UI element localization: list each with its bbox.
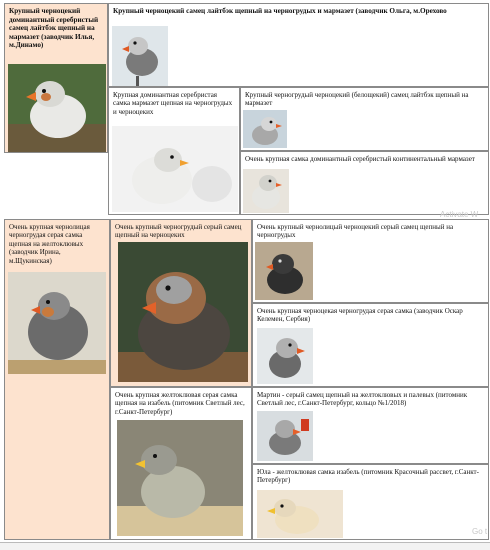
caption: Очень крупная чернолицая черногрудая серая самка щепная на желтоклювых (заводчик Ирина, м.Щукинская) <box>9 223 90 265</box>
caption: Очень крупный черногрудый серый самец щепный на черноцеких <box>115 223 242 240</box>
watermark-goto: Go t <box>472 527 488 536</box>
bottom-cell-6 <box>252 387 489 464</box>
top-cell-2 <box>108 3 489 87</box>
caption: Очень крупная желтоклювая серая самка щепная на изабель (питомник Светлый лес, г.Санкт-Петербург) <box>115 391 245 416</box>
caption: Очень крупная самка доминантный серебристый континентальный мармазет <box>245 155 475 163</box>
bottom-cell-3 <box>252 219 489 303</box>
caption: Юла - желтоклювая самка изабель (питомник Красочный рассвет, г.Санкт-Петербург) <box>257 468 479 485</box>
bird-photo <box>8 64 106 152</box>
watermark-activate: Activate W <box>440 210 479 219</box>
bird-photo <box>8 272 106 374</box>
bird-photo <box>243 169 289 213</box>
bird-photo <box>255 242 313 300</box>
bird-photo <box>257 411 313 461</box>
caption: Крупный черноцекий самец лайтбэк щепный на черногрудых и мармазет (заводчик Ольга, м.Орехово <box>113 7 447 15</box>
top-cell-5 <box>240 151 489 215</box>
bird-photo <box>117 420 243 536</box>
caption: Крупный черногрудый черноцекий (белощекий) самец лайтбэк щепный на мармазет <box>245 91 469 108</box>
bird-photo <box>243 110 287 148</box>
caption: Крупный черноцекий доминантный серебристый самец лайтбэк щепный на мармазет (заводчик Илья, м.Динамо) <box>9 7 99 50</box>
caption: Очень крупная черноцекая черногрудая серая самка (заводчик Оскар Келемен, Сербия) <box>257 307 463 324</box>
caption: Очень крупный чернолицый черноцекий серый самец щепный на черногрудых <box>257 223 454 240</box>
bottom-cell-5 <box>110 387 252 540</box>
caption: Мартин - серый самец щепный на желтоклювых и палевых (питомник Светлый лес, г.Санкт-Петербург, кольцо №1/2018) <box>257 391 468 408</box>
bottom-cell-4 <box>252 303 489 387</box>
bottom-cell-1 <box>4 219 110 540</box>
top-cell-3 <box>108 87 240 215</box>
caption: Крупная доминантная серебристая самка мармазет щепная на черногрудых и черноцеких <box>113 91 233 116</box>
bird-photo <box>112 26 168 86</box>
bird-photo <box>257 490 343 538</box>
bird-photo <box>118 242 248 382</box>
bird-photo <box>257 328 313 384</box>
bird-photo <box>112 126 238 212</box>
bottom-cell-2 <box>110 219 252 387</box>
bottom-cell-7 <box>252 464 489 540</box>
top-cell-4 <box>240 87 489 151</box>
top-cell-1 <box>4 3 108 153</box>
